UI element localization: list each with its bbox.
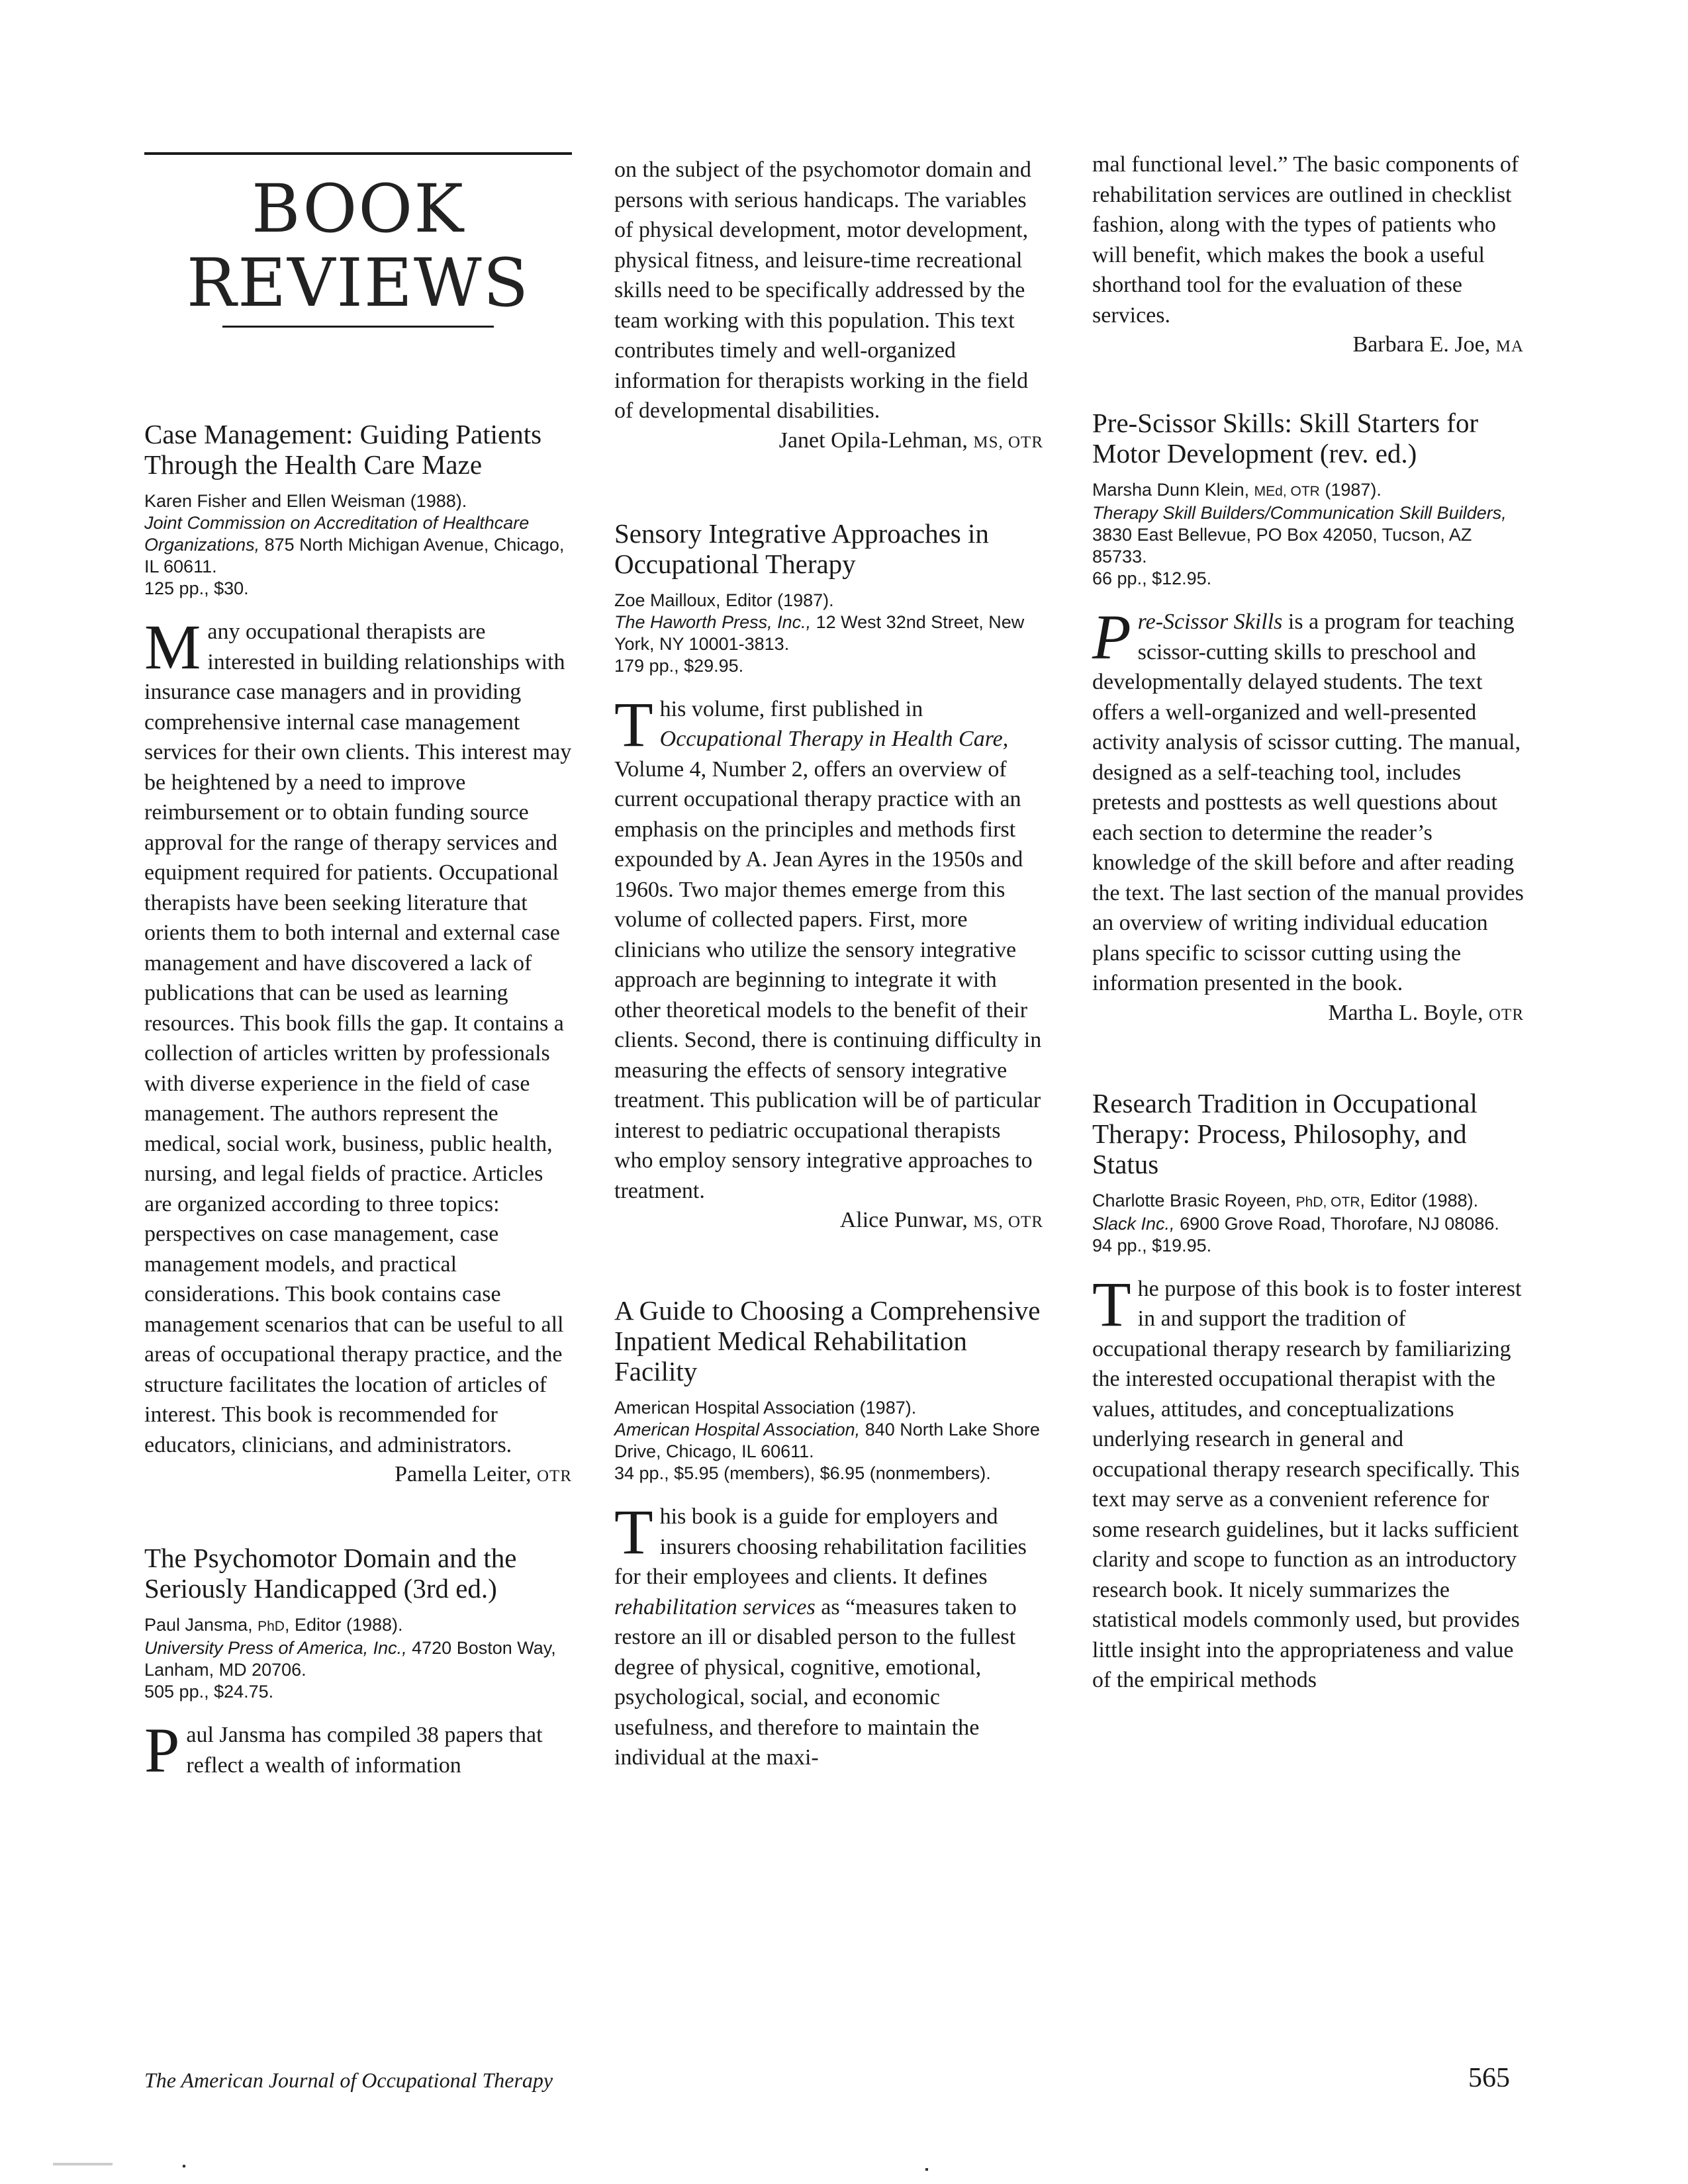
review-title: Research Tradition in Occupational Therapy: Process, Philosophy, and Status bbox=[1092, 1087, 1477, 1179]
review-citation: Marsha Dunn Klein, MEd, OTR (1987). Therapy Skill Builders/Communication Skill Builders, 3830 East Bellevue, PO Box 42050, Tucson, AZ 85733. 66 pp., $12.95. bbox=[1092, 480, 1507, 588]
review-psychomotor-domain bbox=[144, 1543, 572, 1786]
reviewer-signature: Janet Opila-Lehman, MS, OTR bbox=[778, 428, 1043, 453]
masthead-rule bbox=[222, 326, 494, 328]
review-citation: American Hospital Association (1987). American Hospital Association, 840 North Lake Shore Drive, Chicago, IL 60611. 34 pp., $5.95 (members), $6.95 (nonmembers). bbox=[614, 1398, 1040, 1483]
citation-publisher: Slack Inc., bbox=[1092, 1213, 1175, 1234]
review-citation: Zoe Mailloux, Editor (1987). The Haworth Press, Inc., 12 West 32nd Street, New York, NY 10001-3813. 179 pp., $29.95. bbox=[614, 590, 1025, 676]
citation-price: 34 pp., $5.95 (members), $6.95 (nonmembers). bbox=[614, 1463, 991, 1483]
reviewer-signature: Alice Punwar, MS, OTR bbox=[839, 1208, 1043, 1232]
review-research-tradition bbox=[1092, 1088, 1524, 1696]
column-1 bbox=[144, 152, 572, 1786]
citation-publisher: The Haworth Press, Inc., bbox=[614, 612, 812, 632]
citation-price: 94 pp., $19.95. bbox=[1092, 1235, 1212, 1255]
citation-address: 875 North Michigan Avenue, Chicago, IL 60611. bbox=[144, 535, 565, 576]
reviewer-signature: Pamella Leiter, OTR bbox=[395, 1462, 572, 1486]
citation-price: 179 pp., $29.95. bbox=[614, 655, 744, 676]
review-body: Many occupational therapists are interested in building relationships with insurance case managers and in providing comprehensive internal case management services for their own clients. This interest may be heightened by a need to improve reimbursement or to obtain funding source approval for the range of therapy services and equipment required for patients. Occupational therapists have been seeking literature that orients them to both internal and external case management and have discovered a lack of publications that can be used as learning resources. This book fills the gap. It contains a collection of articles written by professionals with diverse experience in the field of case management. The authors represent the medical, social work, business, public health, nursing, and legal fields of practice. Articles are organized according to three topics: perspectives on case management, case management models, and practical considerations. This book contains case management scenarios that can be useful to all areas of occupational therapy practice, and the structure facilitates the location of articles of interest. This book is recommended for educators, clinicians, and administrators. bbox=[144, 612, 572, 1457]
review-body: This volume, first published in Occupational Therapy in Health Care, Volume 4, Number 2, offers an overview of current occupational therapy practice with an emphasis on the principles and methods first expounded by A. Jean Ayres in the 1950s and 1960s. Two major themes emerge from this volume of collected papers. First, more clinicians who utilize the sensory integrative approach are beginning to integrate it with other theoretical models to the benefit of their clients. Second, there is continuing difficulty in measuring the effects of sensory integrative treatment. This publication will be of particular interest to pediatric occupational therapists who employ sensory integrative approaches to treatment. bbox=[614, 688, 1042, 1203]
page-number: 565 bbox=[1468, 2063, 1510, 2093]
drop-cap: T bbox=[614, 1496, 653, 1567]
citation-address: 12 West 32nd Street, New York, NY 10001-3813. bbox=[614, 612, 1025, 654]
drop-cap: P bbox=[144, 1715, 180, 1786]
section-masthead bbox=[144, 152, 572, 328]
review-pre-scissor-skills bbox=[1092, 408, 1524, 1030]
review-citation: Charlotte Brasic Royeen, PhD, OTR, Editor (1988). Slack Inc., 6900 Grove Road, Thorofare, NJ 08086. 94 pp., $19.95. bbox=[1092, 1190, 1499, 1255]
citation-publisher: University Press of America, Inc., bbox=[144, 1638, 407, 1658]
footer-journal-name: The American Journal of Occupational Therapy bbox=[144, 2068, 553, 2092]
masthead-line-2: REVIEWS bbox=[186, 244, 530, 322]
citation-price: 66 pp., $12.95. bbox=[1092, 569, 1212, 588]
column-3 bbox=[1092, 150, 1524, 1696]
review-body-continued: on the subject of the psychomotor domain and persons with serious handicaps. The variables of physical development, motor development, physical fitness, and leisure-time recreational skills need to be specifically addressed by the team working with this population. This text contributes timely and well-organized information for therapists working in the field of developmental disabilities. bbox=[614, 158, 1031, 423]
review-title: The Psychomotor Domain and the Seriously Handicapped (3rd ed.) bbox=[144, 1543, 517, 1604]
review-case-management bbox=[144, 419, 572, 1491]
review-body: This book is a guide for employers and insurers choosing rehabilitation facilities for their employees and clients. It defines rehabilitation services as “measures taken to restore an ill or disabled person to the fullest degree of physical, cognitive, emotional, psychological, social, and economic usefulness, and therefore to maintain the individual at the maxi- bbox=[614, 1496, 1027, 1770]
citation-publisher: Joint Commission on Accreditation of Healthcare Organizations, bbox=[144, 513, 530, 555]
review-body: Pre-Scissor Skills is a program for teaching scissor-cutting skills to preschool and developmentally delayed students. The text offers a well-organized and well-presented activity analysis of scissor cutting. The manual, designed as a self-teaching tool, includes pretests and posttests as well questions about each section to determine the reader’s knowledge of the skill before and after reading the text. The last section of the manual provides an overview of writing individual education plans specific to scissor cutting using the information presented in the book. bbox=[1092, 602, 1524, 995]
drop-cap: T bbox=[614, 688, 653, 760]
review-body: Paul Jansma has compiled 38 papers that reflect a wealth of information bbox=[144, 1715, 543, 1786]
citation-price: 125 pp., $30. bbox=[144, 578, 249, 598]
review-citation bbox=[144, 490, 572, 600]
citation-address: 6900 Grove Road, Thorofare, NJ 08086. bbox=[1180, 1213, 1499, 1234]
scan-mark bbox=[53, 2163, 113, 2165]
review-title: Pre-Scissor Skills: Skill Starters for Motor Development (rev. ed.) bbox=[1092, 408, 1479, 469]
drop-cap: M bbox=[144, 612, 201, 682]
citation-address: 4720 Boston Way, Lanham, MD 20706. bbox=[144, 1638, 556, 1680]
citation-publisher: Therapy Skill Builders/Communication Skill Builders, bbox=[1092, 503, 1507, 523]
review-title: Case Management: Guiding Patients Through the Health Care Maze bbox=[144, 419, 542, 480]
masthead-line-1: BOOK bbox=[251, 170, 465, 248]
review-title: A Guide to Choosing a Comprehensive Inpatient Medical Rehabilitation Facility bbox=[614, 1295, 1041, 1387]
review-body-continued: mal functional level.” The basic components of rehabilitation services are outlined in checklist fashion, along with the types of patients who will benefit, which makes the book a useful shorthand tool for the evaluation of these services. bbox=[1092, 152, 1519, 328]
review-citation: Paul Jansma, PhD, Editor (1988). University Press of America, Inc., 4720 Boston Way, Lanham, MD 20706. 505 pp., $24.75. bbox=[144, 1615, 556, 1702]
review-title: Sensory Integrative Approaches in Occupational Therapy bbox=[614, 518, 989, 579]
drop-cap: T bbox=[1092, 1268, 1131, 1340]
column-2 bbox=[614, 155, 1043, 1773]
scan-mark bbox=[183, 2165, 185, 2167]
citation-address: 840 North Lake Shore Drive, Chicago, IL 60611. bbox=[614, 1420, 1040, 1461]
review-rehabilitation-guide bbox=[614, 1295, 1043, 1773]
citation-publisher: American Hospital Association, bbox=[614, 1420, 861, 1439]
reviewer-signature: Martha L. Boyle, OTR bbox=[1328, 1000, 1524, 1025]
reviewer-signature: Barbara E. Joe, MA bbox=[1352, 332, 1524, 357]
citation-address: 3830 East Bellevue, PO Box 42050, Tucson, AZ 85733. bbox=[1092, 525, 1472, 567]
drop-cap: P bbox=[1092, 602, 1131, 672]
citation-authors: Karen Fisher and Ellen Weisman (1988). bbox=[144, 491, 467, 511]
review-body: The purpose of this book is to foster interest in and support the tradition of occupational therapy research by familiarizing the interested occupational therapist with the values, attitudes, and conceptualizations underlying research in general and occupational therapy research specifically. This text may serve as a convenient reference for some research guidelines, but it lacks sufficient clarity and scope to function as an introductory research book. It nicely summarizes the statistical models commonly used, but provides little insight into the appropriateness and value of the empirical methods bbox=[1092, 1268, 1522, 1692]
review-sensory-integrative bbox=[614, 518, 1043, 1238]
scan-mark bbox=[925, 2168, 928, 2171]
citation-price: 505 pp., $24.75. bbox=[144, 1682, 274, 1702]
